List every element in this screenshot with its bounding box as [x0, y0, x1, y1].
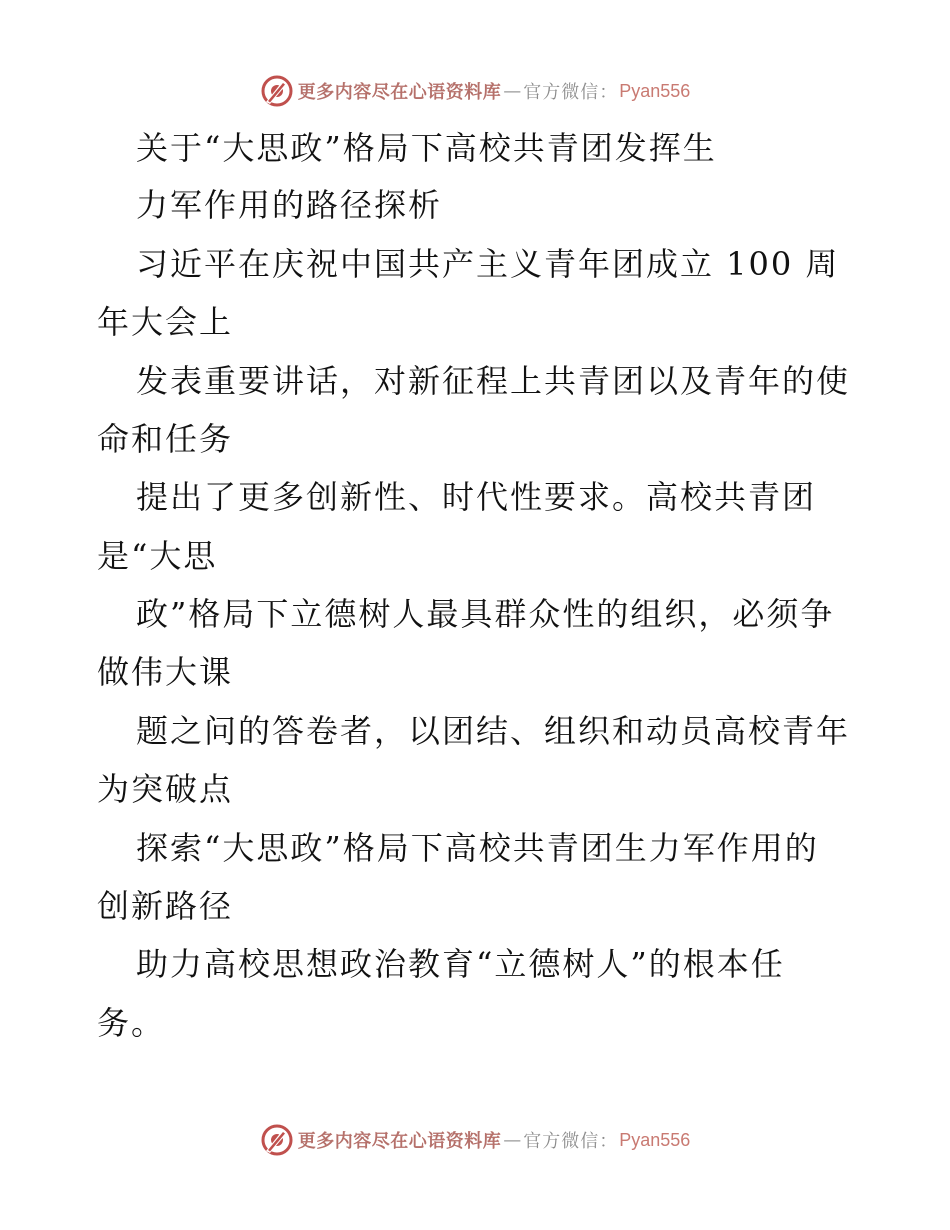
brand-logo-icon: [260, 74, 294, 108]
watermark-official-label: 官方微信: [523, 82, 600, 103]
watermark-colon: ：: [599, 1131, 618, 1152]
paragraph-line: 政”格局下立德树人最具群众性的组织，必须争: [136, 595, 835, 633]
watermark-colon: ：: [599, 82, 618, 103]
paragraph-line: 做伟大课: [97, 653, 234, 691]
paragraph-line: 创新路径: [97, 887, 234, 925]
paragraph-line: 为突破点: [97, 770, 234, 808]
paragraph-line: 是“大思: [97, 537, 218, 575]
watermark-text: 更多内容尽在心语资料库: [297, 82, 502, 103]
watermark-banner-top: [0, 71, 950, 111]
title-line-2: 力军作用的路径探析: [136, 186, 443, 224]
paragraph-line: 提出了更多创新性、时代性要求。高校共青团: [136, 478, 817, 516]
brand-logo-icon: [260, 1123, 294, 1157]
paragraph-line: 助力高校思想政治教育“立德树人”的根本任: [136, 945, 785, 983]
paragraph-line: 务。: [97, 1004, 166, 1042]
paragraph-line: 题之问的答卷者，以团结、组织和动员高校青年: [136, 712, 851, 750]
watermark-text: 更多内容尽在心语资料库: [297, 1131, 502, 1152]
paragraph-line: 探索“大思政”格局下高校共青团生力军作用的: [136, 829, 819, 867]
paragraph-line: 发表重要讲话，对新征程上共青团以及青年的使: [136, 362, 851, 400]
watermark-official-label: 官方微信: [523, 1131, 600, 1152]
watermark-wechat-id: Pyan556: [619, 1129, 691, 1150]
title-line-1: 关于“大思政”格局下高校共青团发挥生: [136, 129, 717, 167]
watermark-banner-bottom: [0, 1120, 950, 1160]
paragraph-line: 命和任务: [97, 420, 234, 458]
watermark-separator: —: [503, 80, 522, 102]
paragraph-line: 习近平在庆祝中国共产主义青年团成立 100 周: [136, 245, 840, 283]
paragraph-line: 年大会上: [97, 303, 234, 341]
watermark-wechat-id: Pyan556: [619, 80, 691, 101]
watermark-separator: —: [503, 1129, 522, 1151]
